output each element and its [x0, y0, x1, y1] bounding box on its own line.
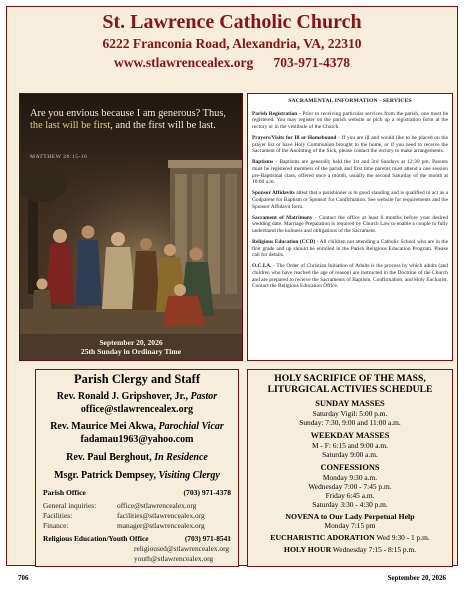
- contact-row: [43, 501, 231, 510]
- resident-name: Rev. Paul Berghout,: [66, 452, 155, 463]
- contact-label: General inquiries:: [43, 501, 97, 510]
- pastor-name: Rev. Ronald J. Gripshover, Jr.,: [56, 391, 191, 402]
- religious-ed-email[interactable]: religioused@stlawrencealex.org: [134, 544, 230, 553]
- quote-highlight: the last will be first: [30, 120, 111, 132]
- contact-email[interactable]: facilities@stlawrencealex.org: [117, 511, 205, 520]
- schedule-title-line1: HOLY SACRIFICE OF THE MASS,: [274, 373, 426, 384]
- vicar-email[interactable]: fadamau1963@yahoo.com: [80, 434, 194, 445]
- schedule-title: [248, 373, 452, 395]
- contact-email[interactable]: office@stlawrencealex.org: [117, 501, 197, 510]
- page-number: 706: [18, 574, 29, 582]
- sacrament-title: Sponsor Affidavits: [252, 190, 295, 197]
- sunday-mass-times: Sunday: 7:30, 9:00 and 11:00 a.m.: [299, 418, 401, 427]
- website-link[interactable]: www.stlawrencealex.org: [114, 55, 254, 70]
- sacrament-item-baptisms: [252, 159, 448, 186]
- sacramental-heading: SACRAMENTAL INFORMATION - SERVICES: [288, 98, 412, 104]
- sacramental-info-box: [247, 93, 453, 361]
- weekday-masses-heading: WEEKDAY MASSES: [310, 431, 390, 440]
- pastor-role: Pastor: [190, 391, 218, 402]
- holy-hour-heading: HOLY HOUR: [283, 545, 332, 554]
- pastor-line: [36, 391, 238, 402]
- church-name: St. Lawrence Catholic Church: [102, 11, 362, 33]
- sacrament-title: Baptisms: [252, 159, 274, 166]
- contact-label: Finance:: [43, 521, 69, 530]
- sacrament-item-matrimony: [252, 215, 448, 235]
- adoration-time: Wed 9:30 - 1 p.m.: [374, 533, 430, 542]
- sacrament-text: - The Order of Christian Initiation of Adults is the process by which adults (and children who have reached the age of reason) are instructed in the Doctrine of the Church and are prepared to receive the Sacraments of Baptism, Confirmation, and Holy Eucharist. Contact the Religious Education Office.: [252, 263, 448, 290]
- sacrament-title: Religious Education (CCD): [252, 238, 316, 245]
- sacrament-title: Prayers/Visits for Ill or Homebound: [252, 135, 337, 141]
- resident-line: [36, 452, 238, 463]
- religious-ed-row: [43, 534, 231, 543]
- vicar-line: [36, 421, 238, 432]
- church-phone: 703-971-4378: [273, 55, 350, 70]
- quote-text-start: Are you envious because I am generous? Thus,: [30, 108, 227, 119]
- contact-row: [43, 511, 231, 520]
- confession-time: Saturday 3:30 - 4:30 p.m.: [312, 500, 388, 509]
- schedule-title-line2: LITURGICAL ACTIVIES SCHEDULE: [267, 384, 433, 395]
- pastor-email[interactable]: office@stlawrencealex.org: [80, 404, 194, 415]
- sacrament-text: attest that a parishioner is in good standing and is qualified to act as a Godparent for Baptism or Sponsor for Confirmation. See website for requirements and the Sponsor Affidavit form.: [252, 190, 448, 210]
- sacrament-title: O.C.I.A.: [252, 263, 272, 270]
- visiting-line: [36, 470, 238, 481]
- sacrament-text: - All children not attending a Catholic School who are in the first grade and up should be enrolled in the Parish Religious Education Program. Please call for details.: [252, 238, 448, 259]
- liturgical-date: [20, 338, 242, 356]
- masthead: [7, 7, 457, 91]
- quote-text-end: , and the first will be last.: [110, 120, 216, 132]
- sacrament-item-sponsor: [252, 190, 448, 210]
- youth-email[interactable]: youth@stlawrencealex.org: [134, 554, 214, 563]
- novena-line: [248, 512, 452, 521]
- weekday-mass-times: M - F: 6:15 and 9:00 a.m.: [312, 441, 388, 450]
- scripture-reference: MATTHEW 20:15-16: [30, 154, 88, 160]
- visiting-name: Msgr. Patrick Dempsey,: [54, 470, 159, 481]
- gospel-painting: [19, 93, 243, 361]
- resident-role: In Residence: [154, 452, 208, 463]
- vicar-role: Parochial Vicar: [158, 421, 224, 432]
- religious-ed-phone: (703) 971-8541: [184, 534, 231, 543]
- bulletin-date: September 20, 2026: [99, 338, 163, 347]
- adoration-heading: EUCHARISTIC ADORATION: [270, 533, 375, 542]
- sacrament-item-registration: [252, 111, 448, 131]
- confession-time: Monday 9:30 a.m.: [322, 473, 378, 482]
- parish-office-phone: (703) 971-4378: [183, 488, 231, 497]
- confession-time: Wednesday 7:00 - 7:45 p.m.: [308, 482, 392, 491]
- holy-hour-time: Wednesday 7:15 - 8:15 p.m.: [331, 545, 417, 554]
- contact-email[interactable]: manager@stlawrencealex.org: [117, 521, 205, 530]
- parish-office-row: [43, 488, 231, 497]
- sacrament-item-religious-ed: [252, 239, 448, 259]
- contact-row: [43, 521, 231, 530]
- confession-time: Friday 6:45 a.m.: [325, 491, 375, 500]
- sunday-masses-heading: SUNDAY MASSES: [315, 399, 385, 408]
- sacrament-item-ocia: [252, 263, 448, 290]
- parish-office-label: Parish Office: [43, 488, 86, 497]
- liturgical-day: 25th Sunday in Ordinary Time: [80, 347, 182, 356]
- saturday-mass-time: Saturday 9:00 a.m.: [322, 450, 378, 459]
- contact-label: Facilities:: [43, 511, 73, 520]
- church-contact-line: [7, 55, 457, 71]
- mass-schedule-box: [247, 369, 453, 567]
- confessions-heading: CONFESSIONS: [320, 463, 380, 472]
- footer-date: September 20, 2026: [387, 574, 446, 582]
- holy-hour-line: [248, 545, 452, 554]
- novena-time: Monday 7:15 pm: [324, 521, 376, 530]
- sacrament-title: Sacrament of Matrimony: [252, 214, 313, 221]
- sacrament-item-homebound: [252, 135, 448, 155]
- adoration-line: [248, 533, 452, 542]
- church-address: 6222 Franconia Road, Alexandria, VA, 22310: [102, 36, 362, 51]
- vicar-name: Rev. Maurice Mei Akwa,: [50, 421, 159, 432]
- sacrament-text: - Baptisms are generally held the 1st and 3rd Sundays at 12:30 pm. Parents must be registered members of the parish and first time parents must attend a one session pre-Baptismal class, offered once a month, usually the second Saturday of the month at 10:00 a.m.: [252, 159, 448, 186]
- visiting-role: Visiting Clergy: [158, 470, 220, 481]
- sunday-vigil-time: Saturday Vigil: 5:00 p.m.: [312, 409, 388, 418]
- sacrament-text: - If you are ill and would like to be placed on the prayer list or have Holy Communion brought to the home, or if you need to receive the Sacrament of the Anointing of the Sick, please contact the rectory to make arrangements.: [252, 135, 449, 155]
- sacrament-title: Parish Registration: [252, 110, 298, 117]
- novena-heading: NOVENA to Our Lady Perpetual Help: [285, 512, 415, 521]
- clergy-staff-box: [35, 369, 239, 567]
- clergy-title: Parish Clergy and Staff: [73, 372, 201, 386]
- religious-ed-label: Religious Education/Youth Office: [43, 534, 149, 543]
- bulletin-frame: [6, 6, 458, 566]
- scripture-quote: [30, 108, 235, 133]
- sacrament-text: - Contact the office at least 6 months before your desired wedding date. Marriage Preparation is required by Church Law to enable a couple to fully understand the holiness and obligations of the Sacrament.: [252, 214, 448, 234]
- sacrament-text: - Prior to receiving particular services from the parish, one must be registered. You may register on the parish website or pick up a registration form at the rectory or in the vestibule of the Church.: [252, 110, 448, 131]
- painting-artwork: [20, 94, 243, 361]
